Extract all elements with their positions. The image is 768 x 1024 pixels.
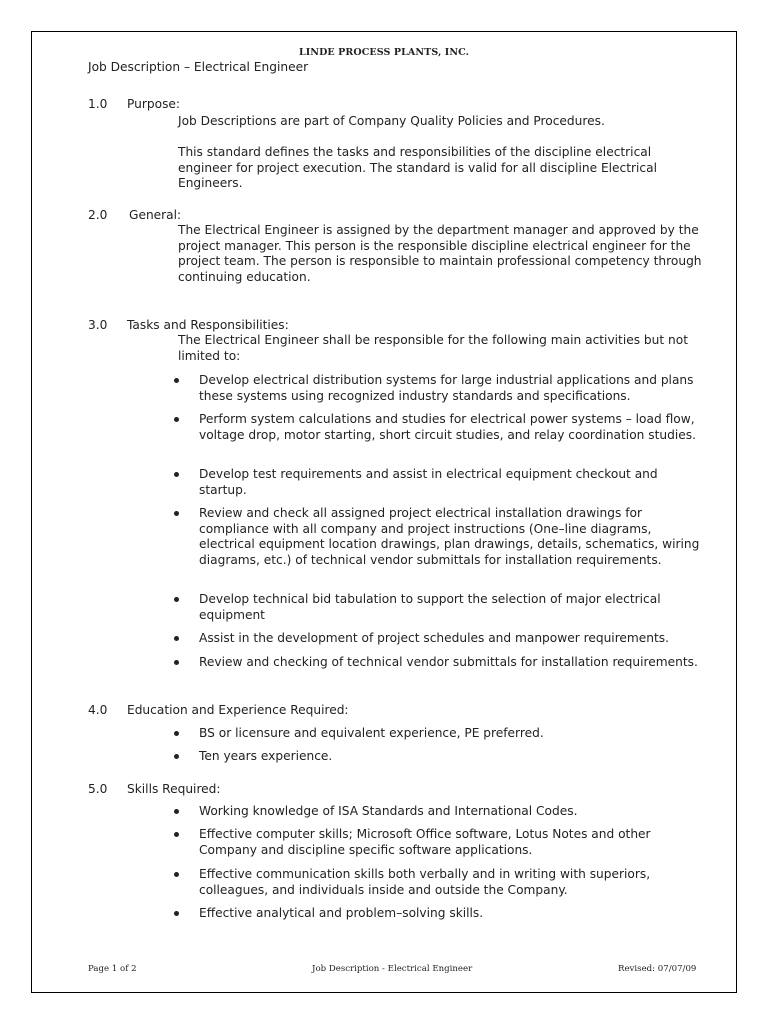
list-item: Effective analytical and problem–solving skills.	[199, 906, 484, 920]
section-4-title: Education and Experience Required:	[127, 703, 349, 717]
list-item: Working knowledge of ISA Standards and International Codes.	[199, 804, 578, 818]
section-1-paragraph-1: Job Descriptions are part of Company Quality Policies and Procedures.	[178, 114, 605, 128]
list-item: Effective communication skills both verbally and in writing with superiors, colleagues, and individuals inside and outside the Company.	[199, 867, 651, 897]
section-3-number: 3.0	[88, 318, 108, 332]
footer-revised-date: Revised: 07/07/09	[618, 964, 697, 974]
list-item: Review and check all assigned project electrical installation drawings for compliance with all company and project instructions (One–line diagrams, electrical equipment location drawings, plan drawings, details, schematics, wiring diagrams, etc.) of technical vendor submittals for installation requirements.	[199, 506, 700, 567]
section-2-number: 2.0	[88, 208, 108, 222]
bullet-dot	[174, 872, 180, 878]
section-3-title: Tasks and Responsibilities:	[127, 318, 289, 332]
section-1-paragraph-2: This standard defines the tasks and responsibilities of the discipline electrical engineer for project execution. The standard is valid for all discipline Electrical Engineers.	[178, 145, 657, 191]
bullet-dot	[174, 660, 180, 666]
footer-title: Job Description - Electrical Engineer	[312, 964, 473, 974]
list-item: Review and checking of technical vendor submittals for installation requirements.	[199, 655, 698, 669]
bullet-dot	[174, 597, 180, 603]
bullet-dot	[174, 378, 180, 384]
section-2-paragraph: The Electrical Engineer is assigned by the department manager and approved by the project manager. This person is the responsible discipline electrical engineer for the project team. The person is responsible to maintain professional competency through continuing education.	[178, 223, 702, 284]
list-item: Develop electrical distribution systems for large industrial applications and plans these systems using recognized industry standards and specifications.	[199, 373, 694, 403]
list-item: Assist in the development of project schedules and manpower requirements.	[199, 631, 670, 645]
section-3-intro: The Electrical Engineer shall be responsible for the following main activities but not limited to:	[178, 333, 689, 363]
bullet-dot	[174, 472, 180, 478]
section-4-number: 4.0	[88, 703, 108, 717]
list-item: Ten years experience.	[199, 749, 333, 763]
footer-page-number: Page 1 of 2	[88, 964, 137, 974]
company-name: LINDE PROCESS PLANTS, INC.	[298, 47, 470, 58]
list-item: Perform system calculations and studies for electrical power systems – load flow, voltage drop, motor starting, short circuit studies, and relay coordination studies.	[199, 412, 696, 442]
list-item: BS or licensure and equivalent experience, PE preferred.	[199, 726, 544, 740]
list-item: Develop technical bid tabulation to support the selection of major electrical equipment	[199, 592, 661, 622]
bullet-dot	[174, 754, 180, 760]
list-item: Develop test requirements and assist in electrical equipment checkout and startup.	[199, 467, 658, 497]
section-5-number: 5.0	[88, 782, 108, 796]
bullet-dot	[174, 511, 180, 517]
bullet-dot	[174, 636, 180, 642]
section-2-title: General:	[129, 208, 182, 222]
section-1-title: Purpose:	[127, 97, 181, 111]
bullet-dot	[174, 417, 180, 423]
section-5-title: Skills Required:	[127, 782, 221, 796]
section-1-number: 1.0	[88, 97, 108, 111]
bullet-dot	[174, 731, 180, 737]
bullet-dot	[174, 832, 180, 838]
list-item: Effective computer skills; Microsoft Office software, Lotus Notes and other Company and discipline specific software applications.	[199, 827, 651, 857]
bullet-dot	[174, 911, 180, 917]
bullet-dot	[174, 809, 180, 815]
document-title: Job Description – Electrical Engineer	[88, 60, 309, 74]
